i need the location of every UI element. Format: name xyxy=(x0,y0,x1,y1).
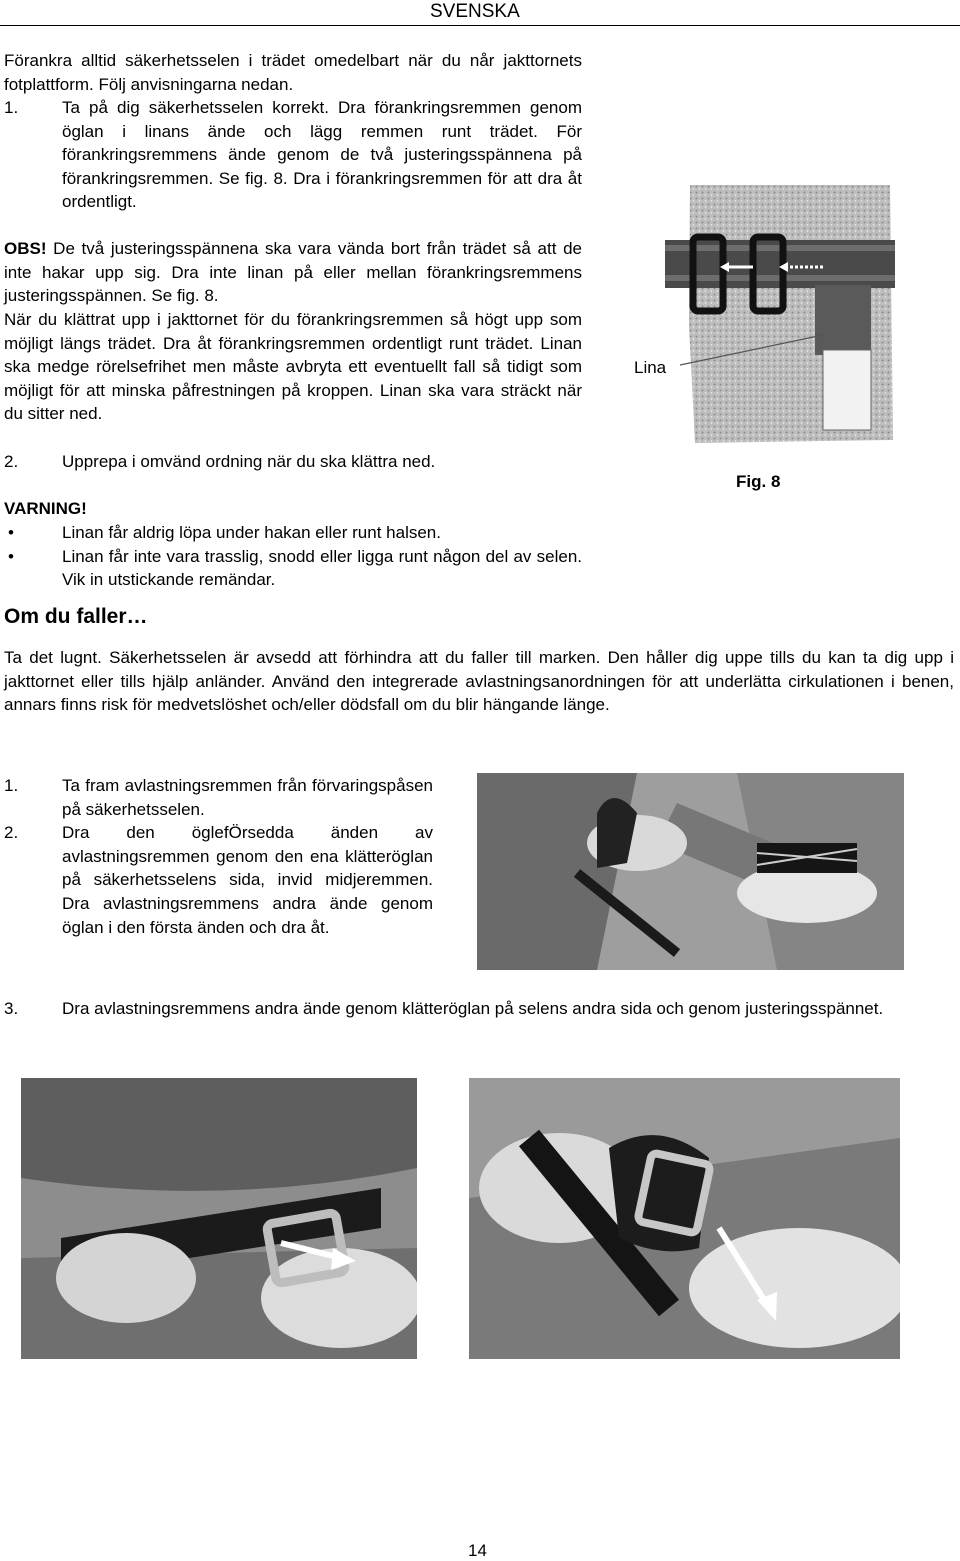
step-1-number: 1. xyxy=(4,98,19,117)
figure-8-tree-photo xyxy=(665,185,895,447)
header-language: SVENSKA xyxy=(430,1,520,22)
header-divider xyxy=(0,25,960,26)
page-number: 14 xyxy=(468,1541,487,1560)
loop-photo-illustration xyxy=(469,1078,900,1359)
obs-label: OBS! xyxy=(4,239,47,258)
step-2-text: Upprepa i omvänd ordning när du ska klättra ned. xyxy=(62,452,436,471)
step-2-number: 2. xyxy=(4,452,19,471)
warning-label: VARNING! xyxy=(4,499,87,518)
relief-step-text: Dra den öglefÖrsedda änden av avlastningsremmen genom den ena klätteröglan på säkerhetsselens sida, invid midjeremmen. Dra avlastningsremmens andra ände genom öglan i den första änden och dra åt. xyxy=(62,823,433,937)
fall-paragraph: Ta det lugnt. Säkerhetsselen är avsedd att förhindra att du faller till marken. Den håller dig uppe tills du kan ta dig upp i jakttornet eller tills hjälp anländer. Använd den integrerade avlastningsanordningen för att underlätta cirkulationen i benen, annars finns risk för medvetslöshet och/eller dödsfall om du blir hängande länge. xyxy=(4,648,954,715)
tree-strap-illustration xyxy=(665,185,895,447)
relief-strap-loop-photo xyxy=(477,773,904,970)
warning-bullet-1 xyxy=(4,521,582,545)
relief-step-1 xyxy=(4,774,433,821)
relief-steps-list xyxy=(4,774,433,939)
fall-heading: Om du faller… xyxy=(4,605,148,628)
obs-text: De två justeringsspännena ska vara vända bort från trädet så att de inte hakar upp sig. Dra inte linan på eller mellan förankringsremmens justeringsspännen. Se fig. 8. xyxy=(4,239,582,306)
relief-step-text: Dra avlastningsremmens andra ände genom klätteröglan på selens andra sida och genom justeringsspännet. xyxy=(62,999,884,1018)
warning-bullet-text: Linan får aldrig löpa under hakan eller runt halsen. xyxy=(62,523,441,542)
bullet-icon: • xyxy=(8,523,14,542)
buckle-threading-photo xyxy=(21,1078,417,1359)
obs-paragraph xyxy=(4,237,582,308)
anchor-paragraph: När du klättrat upp i jakttornet för du förankringsremmen så högt upp som möjligt längs trädet. Dra åt förankringsremmen ordentligt runt trädet. Linan ska medge rörelsefrihet men måste avbryta ett eventuellt fall så tidigt som möjligt för att minska påfrestningen på kroppen. Linan ska vara sträckt när du sitter ned. xyxy=(4,310,582,424)
relief-step-2 xyxy=(4,821,433,939)
warning-bullet-text: Linan får inte vara trasslig, snodd eller ligga runt någon del av selen. Vik in utstickande remändar. xyxy=(62,546,582,590)
figure-8-caption: Fig. 8 xyxy=(736,472,781,491)
relief-step-number: 2. xyxy=(4,823,19,843)
relief-step-3 xyxy=(4,997,925,1021)
step-1-text: Ta på dig säkerhetsselen korrekt. Dra förankringsremmen genom öglan i linans ände och lägg remmen runt trädet. För förankringsremmens ände genom de två justeringsspännena på förankringsremmen. Se fig. 8. Dra i förankringsremmen för att dra åt ordentligt. xyxy=(62,98,582,212)
step-1 xyxy=(4,96,582,214)
relief-step-number: 3. xyxy=(4,999,19,1018)
warning-bullet-2 xyxy=(4,545,582,592)
figure-8-label-lina: Lina xyxy=(634,358,667,377)
hands-strap-photo-illustration xyxy=(477,773,904,970)
intro-paragraph: Förankra alltid säkerhetsselen i trädet omedelbart när du når jakttornets fotplattform. Följ anvisningarna nedan. xyxy=(4,51,582,94)
warning-list xyxy=(4,521,582,592)
buckle-photo-illustration xyxy=(21,1078,417,1359)
relief-step-text: Ta fram avlastningsremmen från förvaringspåsen på säkerhetsselen. xyxy=(62,776,433,819)
step-2 xyxy=(4,450,582,474)
bullet-icon: • xyxy=(8,546,14,566)
loop-pull-photo xyxy=(469,1078,900,1359)
relief-step-number: 1. xyxy=(4,776,19,795)
